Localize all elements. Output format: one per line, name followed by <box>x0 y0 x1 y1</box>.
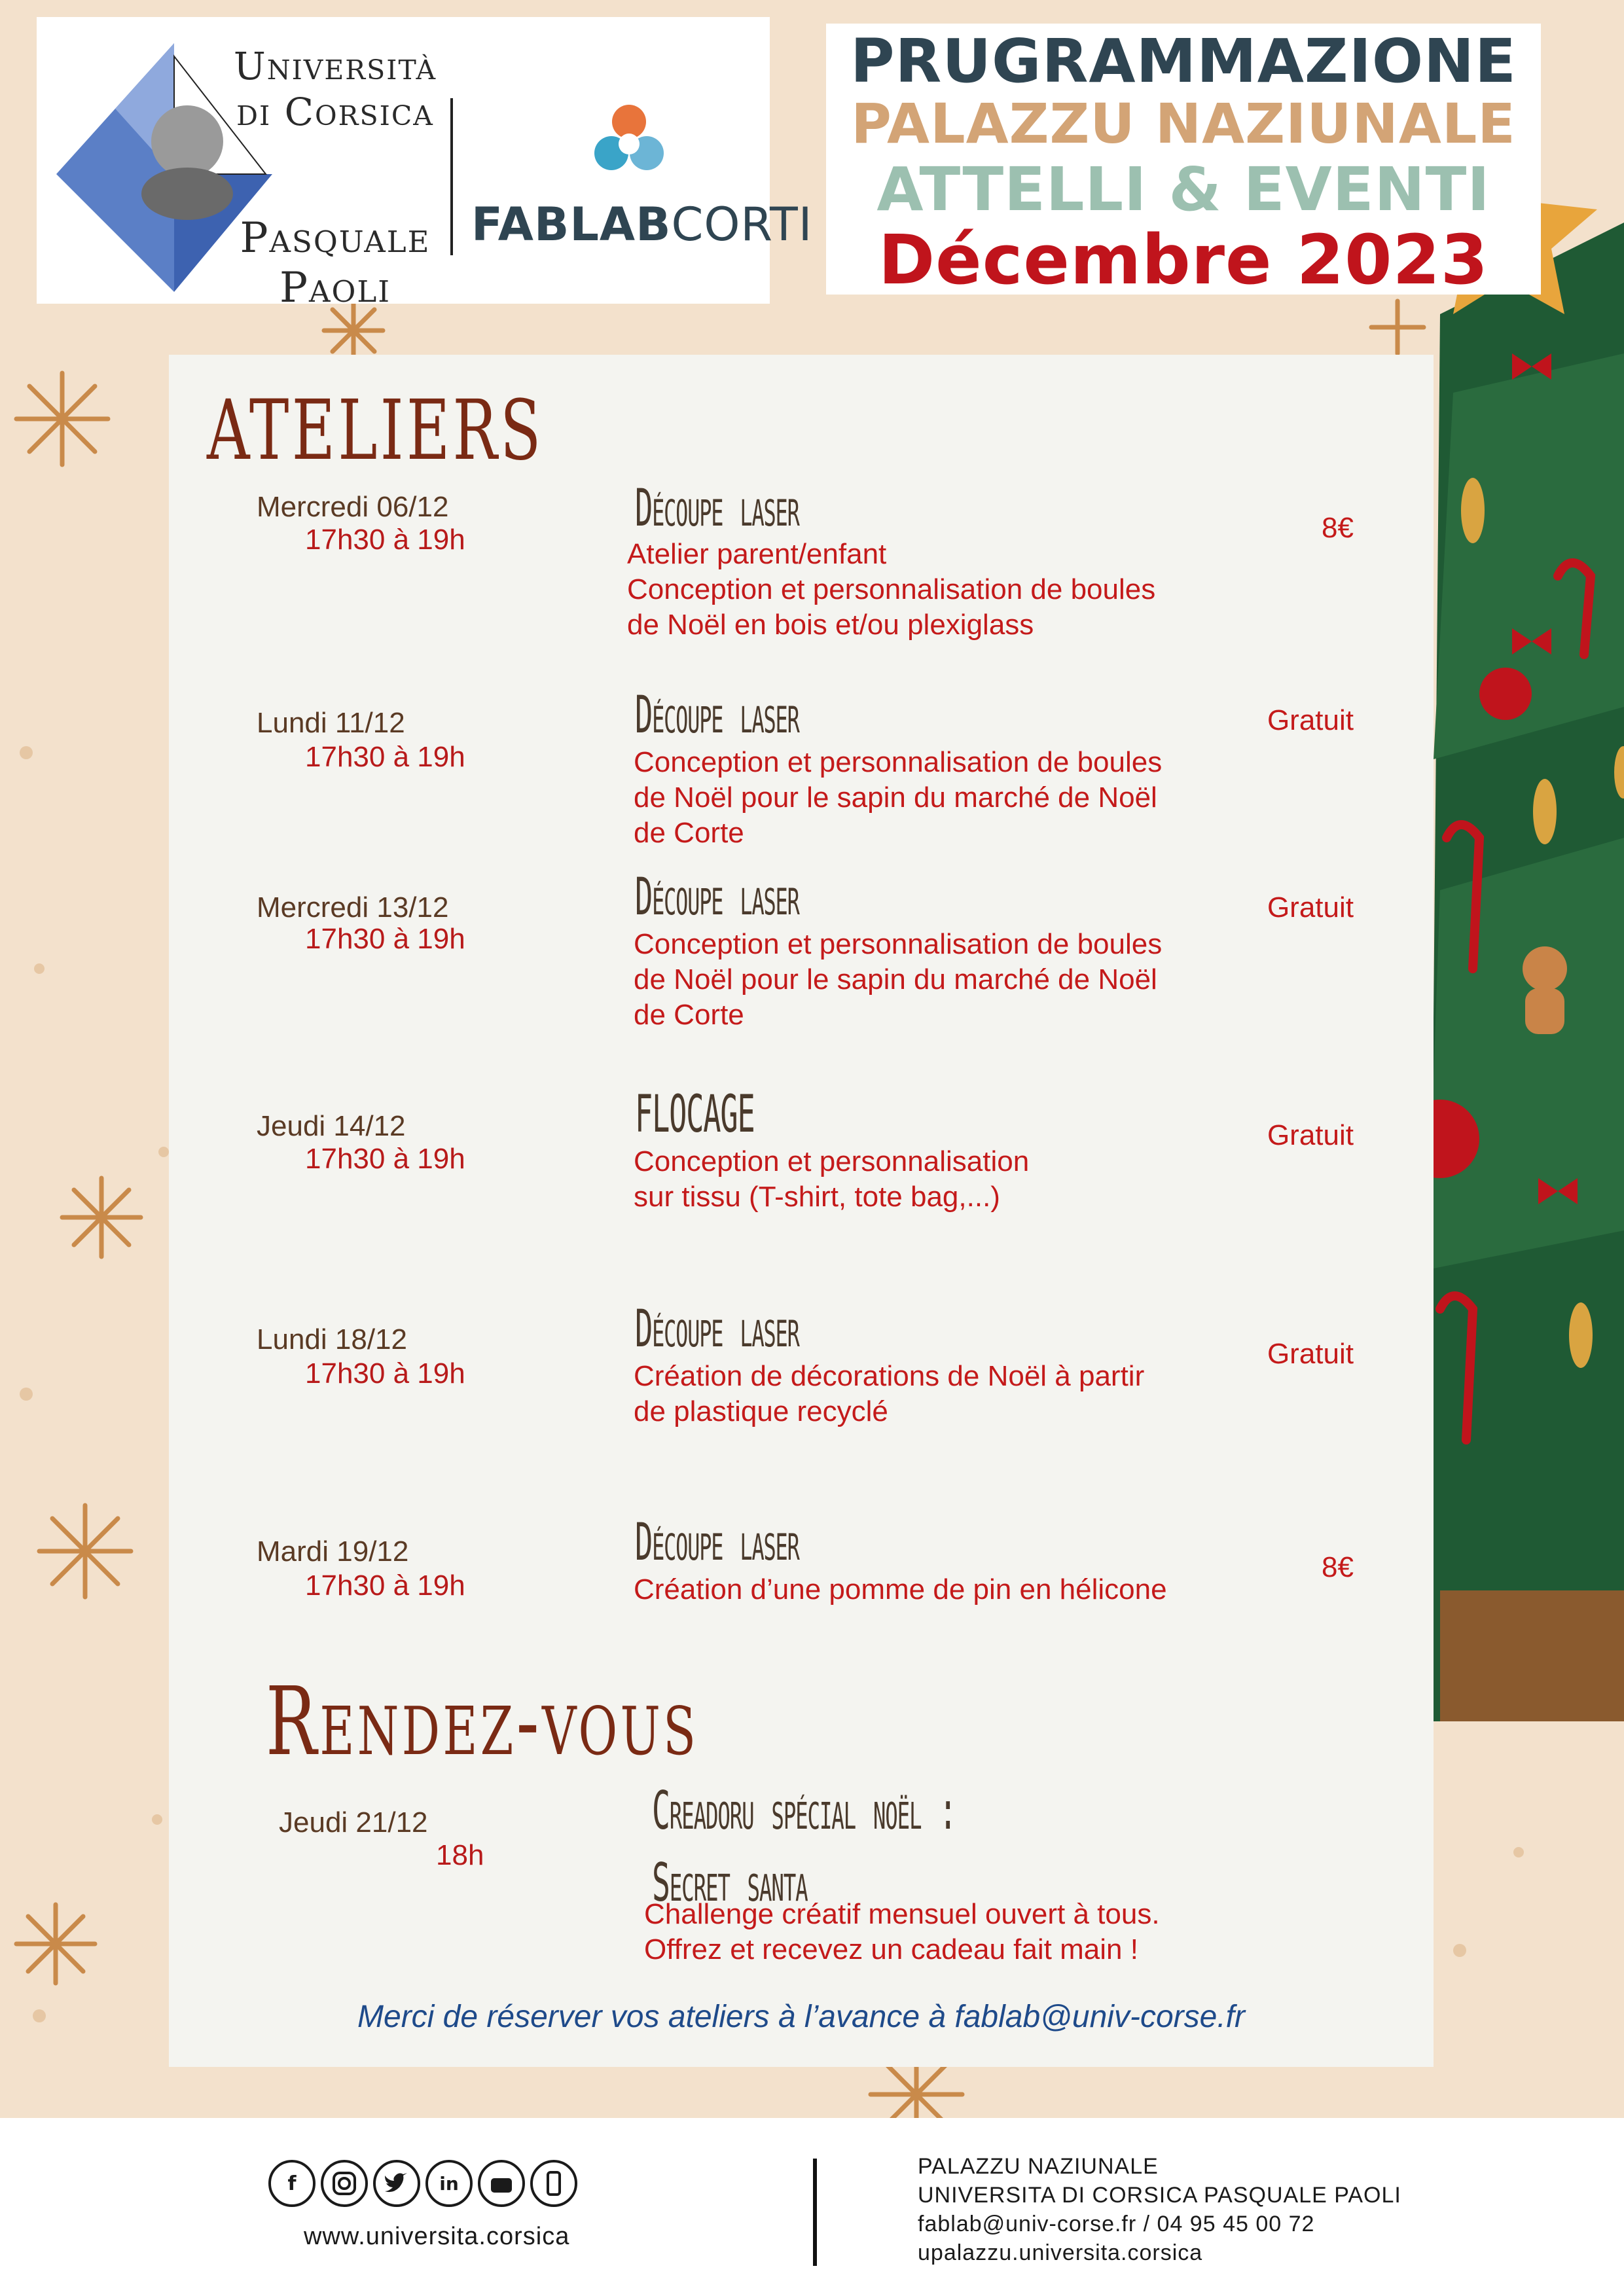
logo-header <box>37 17 813 312</box>
university-name <box>198 43 473 313</box>
event-day: Mercredi 06/12 <box>257 491 449 523</box>
event-title: Découpe laser <box>635 479 799 538</box>
twitter-icon[interactable] <box>373 2160 420 2207</box>
linkedin-icon[interactable]: in <box>425 2160 473 2207</box>
section-title-ateliers: ATELIERS <box>207 382 544 478</box>
booking-note: Merci de réserver vos ateliers à l’avance à fablab@univ-corse.fr <box>357 2000 1245 2034</box>
event-day: Mercredi 13/12 <box>257 891 449 924</box>
event-description <box>634 745 1162 851</box>
event-description-line: de plastique recyclé <box>634 1395 888 1427</box>
event-title: Découpe laser <box>635 686 799 745</box>
event-description-line: sur tissu (T-shirt, tote bag,...) <box>634 1181 1000 1213</box>
footer-info-line: UNIVERSITA DI CORSICA PASQUALE PAOLI <box>918 2183 1401 2208</box>
snowflake-icon <box>1371 301 1424 353</box>
university-name-line: Pasquale <box>240 214 431 262</box>
event-time: 17h30 à 19h <box>305 1357 465 1390</box>
facebook-icon[interactable]: f <box>268 2160 316 2207</box>
event-title: FLOCAGE <box>635 1085 755 1144</box>
website-link[interactable]: www.universita.corsica <box>304 2223 570 2250</box>
event-description-line: Conception et personnalisation de boules <box>634 928 1163 960</box>
event-description-line: Conception et personnalisation <box>634 1145 1030 1177</box>
event-time: 17h30 à 19h <box>305 1143 465 1175</box>
event-description-line: Création d’une pomme de pin en hélicone <box>634 1573 1167 1605</box>
footer <box>0 2118 1624 2296</box>
event-description <box>634 1572 1167 1607</box>
event-description-line: Conception et personnalisation de boules <box>634 746 1163 778</box>
instagram-icon[interactable] <box>321 2160 368 2207</box>
event-day: Mardi 19/12 <box>257 1535 409 1568</box>
event-price: Gratuit <box>1267 1338 1354 1370</box>
event-day: Jeudi 14/12 <box>257 1110 406 1142</box>
event-description-line: de Noël en bois et/ou plexiglass <box>627 609 1034 641</box>
event-title: Découpe laser <box>635 1513 799 1572</box>
rendezvous-description <box>644 1897 1160 1967</box>
fablab-name <box>471 198 813 251</box>
snowflake-icon <box>16 1905 95 1983</box>
footer-contact-info <box>918 2152 1401 2267</box>
footer-contact-line[interactable]: fablab@univ-corse.fr / 04 95 45 00 72 <box>918 2212 1315 2236</box>
event-time: 17h30 à 19h <box>305 741 465 773</box>
snowflake-icon <box>62 1178 141 1257</box>
event-description <box>627 537 1155 643</box>
rendezvous-description-line: Challenge créatif mensuel ouvert à tous. <box>644 1898 1160 1930</box>
event-description-line: de Noël pour le sapin du marché de Noël <box>634 781 1157 814</box>
event-price: Gratuit <box>1267 891 1354 924</box>
event-description-line: de Noël pour le sapin du marché de Noël <box>634 963 1157 996</box>
christmas-tree-illustration <box>1427 118 1624 1767</box>
fablab-name-bold: FABLAB <box>471 198 672 251</box>
event-description-line: de Corte <box>634 999 744 1031</box>
university-name-line: Paoli <box>279 264 391 312</box>
event-description <box>634 1144 1029 1215</box>
footer-divider <box>813 2159 817 2266</box>
event-description <box>634 1359 1144 1429</box>
program-panel <box>169 355 1434 2067</box>
rendezvous-time: 18h <box>436 1839 484 1871</box>
event-price: Gratuit <box>1267 1119 1354 1151</box>
event-day: Lundi 18/12 <box>257 1323 407 1355</box>
footer-info-line: PALAZZU NAZIUNALE <box>918 2154 1159 2179</box>
rendezvous-title-line: Creadoru spécial noël : <box>652 1780 956 1841</box>
university-name-line: Università <box>233 44 437 88</box>
event-description <box>634 927 1162 1033</box>
rendezvous-description-line: Offrez et recevez un cadeau fait main ! <box>644 1933 1138 1965</box>
mobile-icon[interactable] <box>530 2160 577 2207</box>
venue-title: PALAZZU NAZIUNALE <box>851 92 1516 156</box>
social-links <box>268 2160 577 2210</box>
university-name-line: di Corsica <box>236 90 434 134</box>
category-title: ATTELLI & EVENTI <box>876 154 1490 224</box>
event-description-line: Conception et personnalisation de boules <box>627 573 1156 605</box>
rendezvous-title-line: Secret santa <box>652 1852 808 1913</box>
logo-divider <box>450 98 453 255</box>
program-title: PRUGRAMMAZIONE <box>850 26 1517 96</box>
snowflake-icon <box>16 373 108 465</box>
youtube-icon[interactable] <box>478 2160 525 2207</box>
event-title: Découpe laser <box>635 1300 799 1359</box>
rendezvous-day: Jeudi 21/12 <box>279 1806 428 1839</box>
event-description-line: Création de décorations de Noël à partir <box>634 1360 1145 1392</box>
section-title-rendezvous: Rendez-vous <box>266 1666 699 1776</box>
event-price: 8€ <box>1322 512 1354 544</box>
footer-website-line[interactable]: upalazzu.universita.corsica <box>918 2240 1203 2265</box>
fablab-name-light: CORTI <box>671 198 813 251</box>
event-price: 8€ <box>1322 1551 1354 1583</box>
event-time: 17h30 à 19h <box>305 524 465 556</box>
snowflake-icon <box>39 1505 131 1597</box>
event-description-line: de Corte <box>634 817 744 849</box>
event-time: 17h30 à 19h <box>305 1570 465 1602</box>
event-day: Lundi 11/12 <box>257 707 405 739</box>
event-price: Gratuit <box>1267 704 1354 736</box>
fablab-logo-icon <box>585 98 673 186</box>
month-title: Décembre 2023 <box>878 220 1489 300</box>
event-description-line: Atelier parent/enfant <box>627 538 887 570</box>
event-title: Découpe laser <box>635 868 799 927</box>
event-time: 17h30 à 19h <box>305 923 465 955</box>
program-title-box <box>826 24 1541 300</box>
